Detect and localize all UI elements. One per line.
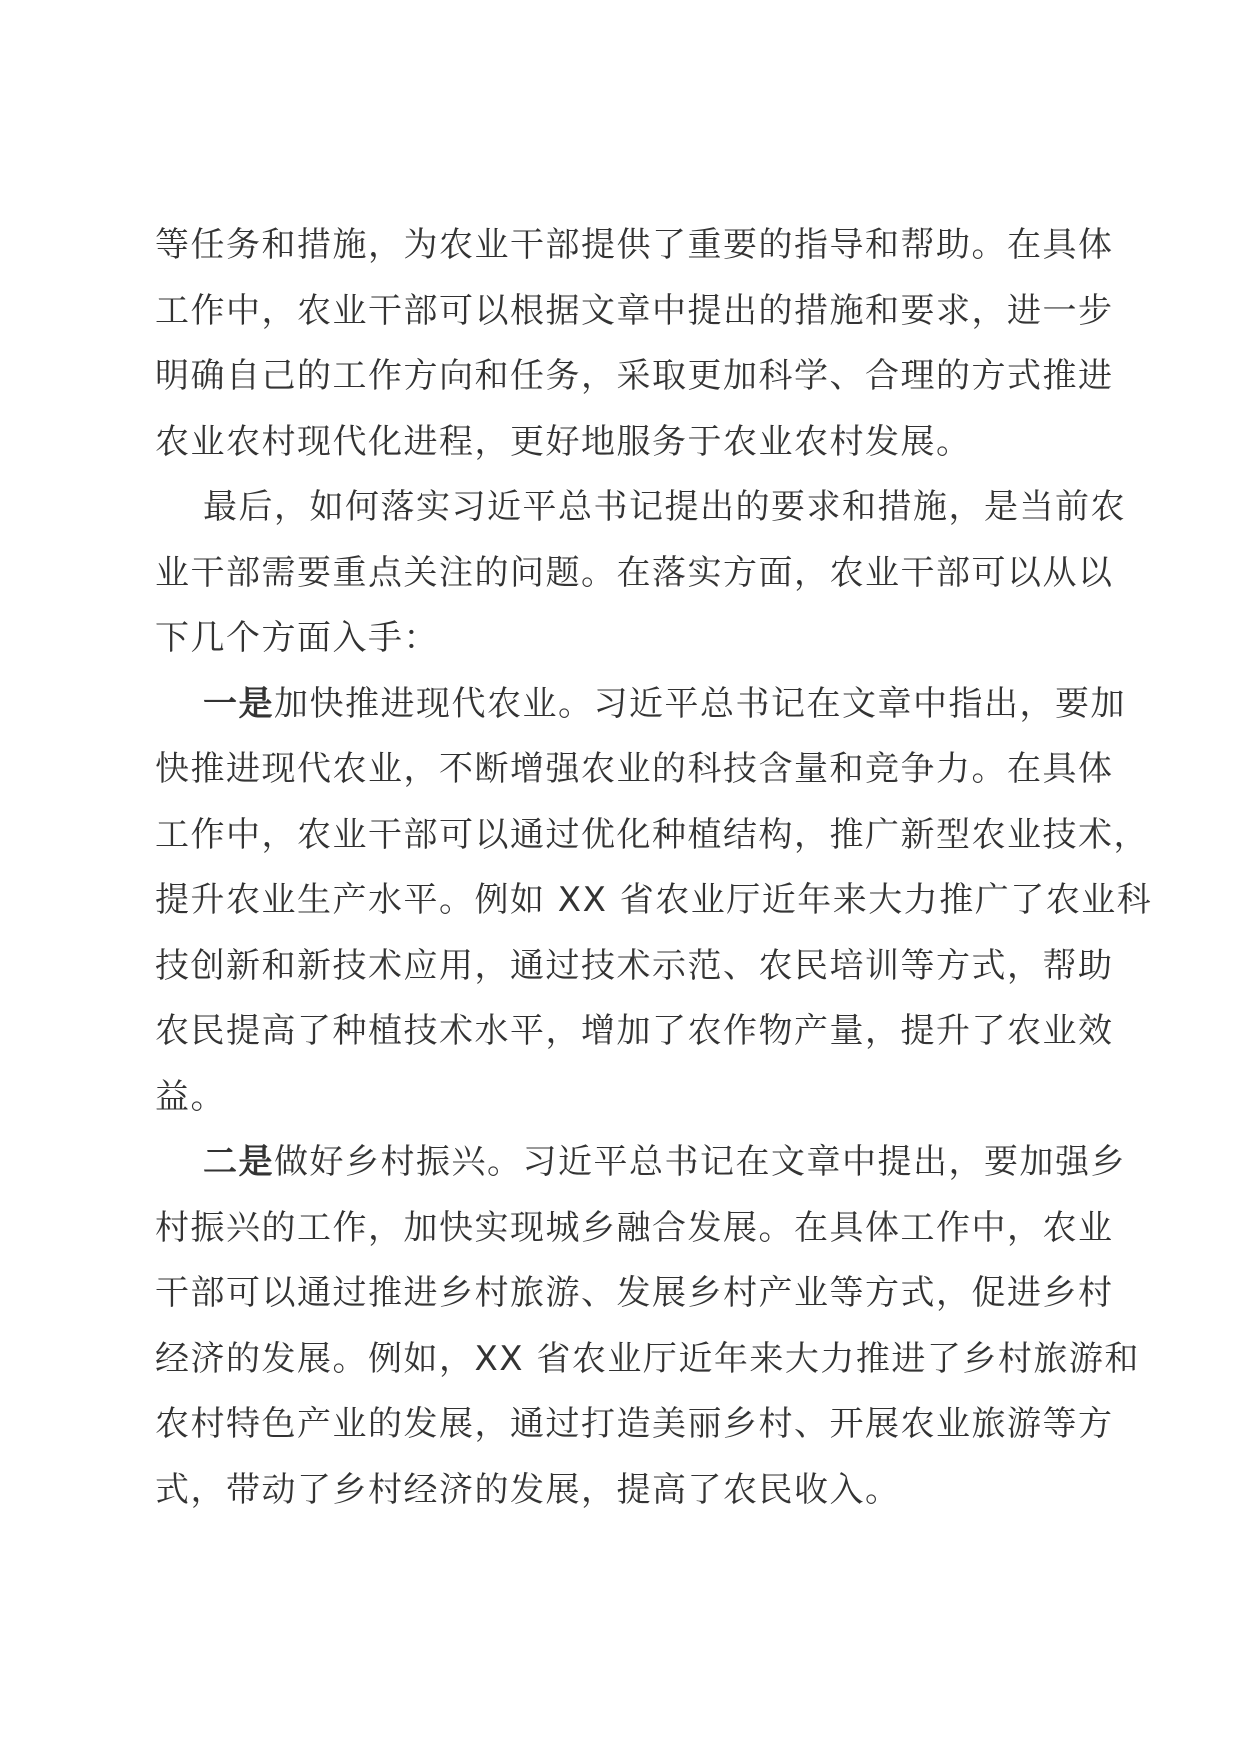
paragraph-line: 村振兴的工作，加快实现城乡融合发展。在具体工作中，农业 xyxy=(155,1207,1114,1248)
paragraph-line: 农村特色产业的发展，通过打造美丽乡村、开展农业旅游等方 xyxy=(155,1404,1114,1444)
paragraph-line: 农业农村现代化进程，更好地服务于农业农村发展。 xyxy=(155,421,972,462)
paragraph-line: 业干部需要重点关注的问题。在落实方面，农业干部可以从以 xyxy=(155,552,1114,593)
paragraph-line: 农民提高了种植技术水平，增加了农作物产量，提升了农业效 xyxy=(155,1011,1114,1051)
paragraph-line: 技创新和新技术应用，通过技术示范、农民培训等方式，帮助 xyxy=(155,945,1114,986)
paragraph-lead: 一是 xyxy=(203,683,274,724)
paragraph-line: 经济的发展。例如，XX 省农业厅近年来大力推进了乡村旅游和 xyxy=(155,1338,1140,1379)
paragraph-line: 工作中，农业干部可以根据文章中提出的措施和要求，进一步 xyxy=(155,290,1114,331)
paragraph-lead: 二是 xyxy=(203,1142,274,1182)
paragraph-line: 最后，如何落实习近平总书记提出的要求和措施，是当前农 xyxy=(203,487,1126,527)
paragraph-first-line xyxy=(155,1130,1126,1196)
paragraph-line: 干部可以通过推进乡村旅游、发展乡村产业等方式，促进乡村 xyxy=(155,1273,1114,1313)
paragraph-line: 下几个方面入手： xyxy=(155,618,439,658)
paragraph-line: 式，带动了乡村经济的发展，提高了农民收入。 xyxy=(155,1469,901,1510)
paragraph-3 xyxy=(155,672,1153,1131)
paragraph-2 xyxy=(155,475,1126,672)
paragraph-4 xyxy=(155,1130,1140,1523)
paragraph-1 xyxy=(155,213,1114,475)
paragraph-first-line xyxy=(155,672,1126,738)
paragraph-line: 工作中，农业干部可以通过优化种植结构，推广新型农业技术， xyxy=(155,814,1149,855)
document-body xyxy=(155,213,1153,1523)
paragraph-line: 快推进现代农业，不断增强农业的科技含量和竞争力。在具体 xyxy=(155,749,1114,789)
paragraph-line-rest: 做好乡村振兴。习近平总书记在文章中提出，要加强乡 xyxy=(274,1142,1126,1182)
paragraph-line: 提升农业生产水平。例如 XX 省农业厅近年来大力推广了农业科 xyxy=(155,880,1153,920)
paragraph-line-rest: 加快推进现代农业。习近平总书记在文章中指出，要加 xyxy=(274,683,1126,724)
paragraph-line: 益。 xyxy=(155,1076,226,1117)
paragraph-line: 明确自己的工作方向和任务，采取更加科学、合理的方式推进 xyxy=(155,356,1114,396)
paragraph-line: 等任务和措施，为农业干部提供了重要的指导和帮助。在具体 xyxy=(155,225,1114,265)
